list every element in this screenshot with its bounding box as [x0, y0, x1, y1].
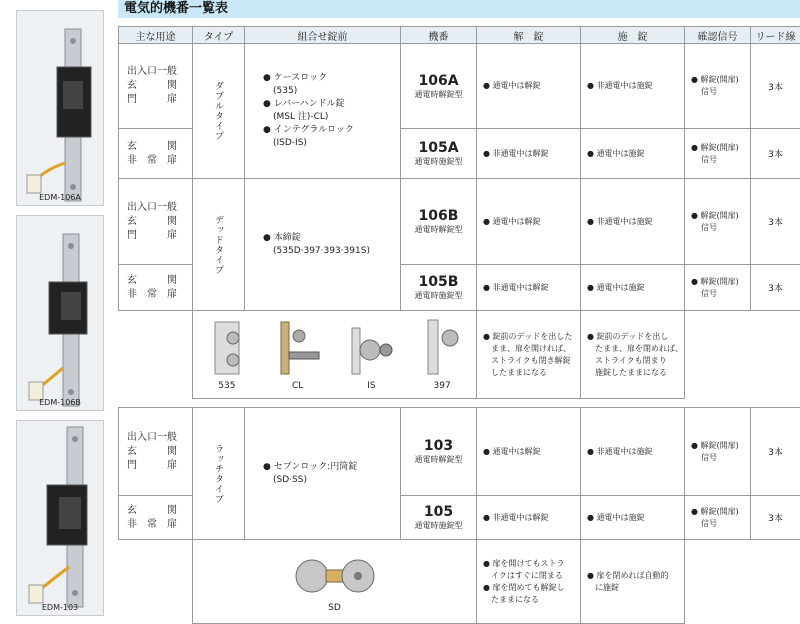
product-label: EDM-106A [17, 193, 103, 202]
lock-image-cl: CL [275, 318, 321, 391]
note-lock-cell: ● 扉を閉めれば自動的 に施錠 [581, 540, 685, 624]
header-signal: 確認信号 [685, 27, 751, 44]
lever-handle-icon [275, 318, 321, 378]
lead-cell: 3本 [751, 129, 800, 179]
sd-image-cell: SD [193, 540, 477, 624]
lead-cell: 3本 [751, 179, 800, 265]
product-photo-edm-106a [16, 10, 104, 206]
lead-cell: 3本 [751, 265, 800, 311]
model-cell: 105 通電時施錠型 [401, 496, 477, 540]
note-unlock-cell: ● 扉を開けてもストラ イクはすぐに閉まる ● 扉を閉めても解錠し たままになる [477, 540, 581, 624]
signal-cell: ● 解錠(開扉) 信号 [685, 129, 751, 179]
lock-action-cell: ● 非通電中は施錠 [581, 408, 685, 496]
unlock-cell: ● 非通電中は解錠 [477, 129, 581, 179]
unlock-cell: ● 通電中は解錠 [477, 179, 581, 265]
use-cell: 出入口一般 玄 関 門 扉 [119, 179, 193, 265]
use-cell: 出入口一般 玄 関 門 扉 [119, 408, 193, 496]
note-unlock-cell: ● 錠前のデッドを出した まま、扉を開ければ、 ストライクも閉き解錠 したままになる [477, 311, 581, 399]
model-cell: 106A 通電時解錠型 [401, 44, 477, 129]
lock-images-cell [193, 311, 477, 399]
model-cell: 103 通電時解錠型 [401, 408, 477, 496]
lock-action-cell: ● 非通電中は施錠 [581, 179, 685, 265]
strike-device-icon [17, 11, 105, 207]
spec-table [118, 26, 800, 624]
lock-action-cell: ● 通電中は施錠 [581, 496, 685, 540]
lock-image-is: IS [348, 318, 394, 391]
model-cell: 105B 通電時施錠型 [401, 265, 477, 311]
signal-cell: ● 解錠(開扉) 信号 [685, 179, 751, 265]
lead-cell: 3本 [751, 408, 800, 496]
signal-cell: ● 解錠(開扉) 信号 [685, 408, 751, 496]
type-cell: ラッチタイプ [193, 408, 245, 540]
table-row [119, 179, 800, 265]
use-cell: 玄 関 非 常 扉 [119, 496, 193, 540]
header-lock: 組合せ錠前 [245, 27, 401, 44]
header-lead: リード線 [751, 27, 800, 44]
table-row [119, 311, 800, 399]
signal-cell: ● 解錠(開扉) 信号 [685, 265, 751, 311]
lock-cell: ● セブンロック:円筒錠 (SD·SS) [245, 408, 401, 540]
lock-action-cell: ● 通電中は施錠 [581, 129, 685, 179]
product-label: EDM-106B [17, 398, 103, 407]
signal-cell: ● 解錠(開扉) 信号 [685, 496, 751, 540]
unlock-cell: ● 非通電中は解錠 [477, 496, 581, 540]
lock-action-cell: ● 通電中は施錠 [581, 265, 685, 311]
use-cell: 玄 関 非 常 扉 [119, 129, 193, 179]
type-cell: ダブルタイプ [193, 44, 245, 179]
lead-cell: 3本 [751, 496, 800, 540]
header-lock-action: 施 錠 [581, 27, 685, 44]
strike-device-icon [17, 421, 105, 617]
product-photo-edm-103 [16, 420, 104, 616]
product-photo-edm-106b [16, 215, 104, 411]
lock-535-icon [207, 318, 247, 378]
lock-image-535: 535 [207, 318, 247, 391]
strike-device-icon [17, 216, 105, 412]
product-label: EDM-103 [17, 603, 103, 612]
use-cell: 玄 関 非 常 扉 [119, 265, 193, 311]
cylindrical-lock-icon [290, 550, 380, 600]
header-type: タイプ [193, 27, 245, 44]
unlock-cell: ● 非通電中は解錠 [477, 265, 581, 311]
table-header-row [119, 27, 800, 44]
use-cell: 出入口一般 玄 関 門 扉 [119, 44, 193, 129]
table-row [119, 408, 800, 496]
lock-image-397: 397 [422, 318, 462, 391]
model-cell: 106B 通電時解錠型 [401, 179, 477, 265]
note-lock-cell: ● 錠前のデッドを出し たまま、扉を閉めれば、 ストライクも閉まり 施錠したままになる [581, 311, 685, 399]
lock-action-cell: ● 非通電中は施錠 [581, 44, 685, 129]
unlock-cell: ● 通電中は解錠 [477, 408, 581, 496]
deadbolt-icon [422, 318, 462, 378]
knob-lock-icon [348, 318, 394, 378]
model-cell: 105A 通電時施錠型 [401, 129, 477, 179]
table-row [119, 540, 800, 624]
header-unlock: 解 錠 [477, 27, 581, 44]
page-title: 電気的機番一覧表 [118, 0, 800, 18]
lock-cell: ● ケースロック (535) ● レバーハンドル錠 (MSL 注)-CL) ● インテグラルロック (ISD-IS) [245, 44, 401, 179]
lead-cell: 3本 [751, 44, 800, 129]
lock-cell: ● 本締錠 (535D·397·393·391S) [245, 179, 401, 311]
unlock-cell: ● 通電中は解錠 [477, 44, 581, 129]
header-model: 機番 [401, 27, 477, 44]
type-cell: デッドタイプ [193, 179, 245, 311]
header-use: 主な用途 [119, 27, 193, 44]
signal-cell: ● 解錠(開扉) 信号 [685, 44, 751, 129]
table-row [119, 44, 800, 129]
